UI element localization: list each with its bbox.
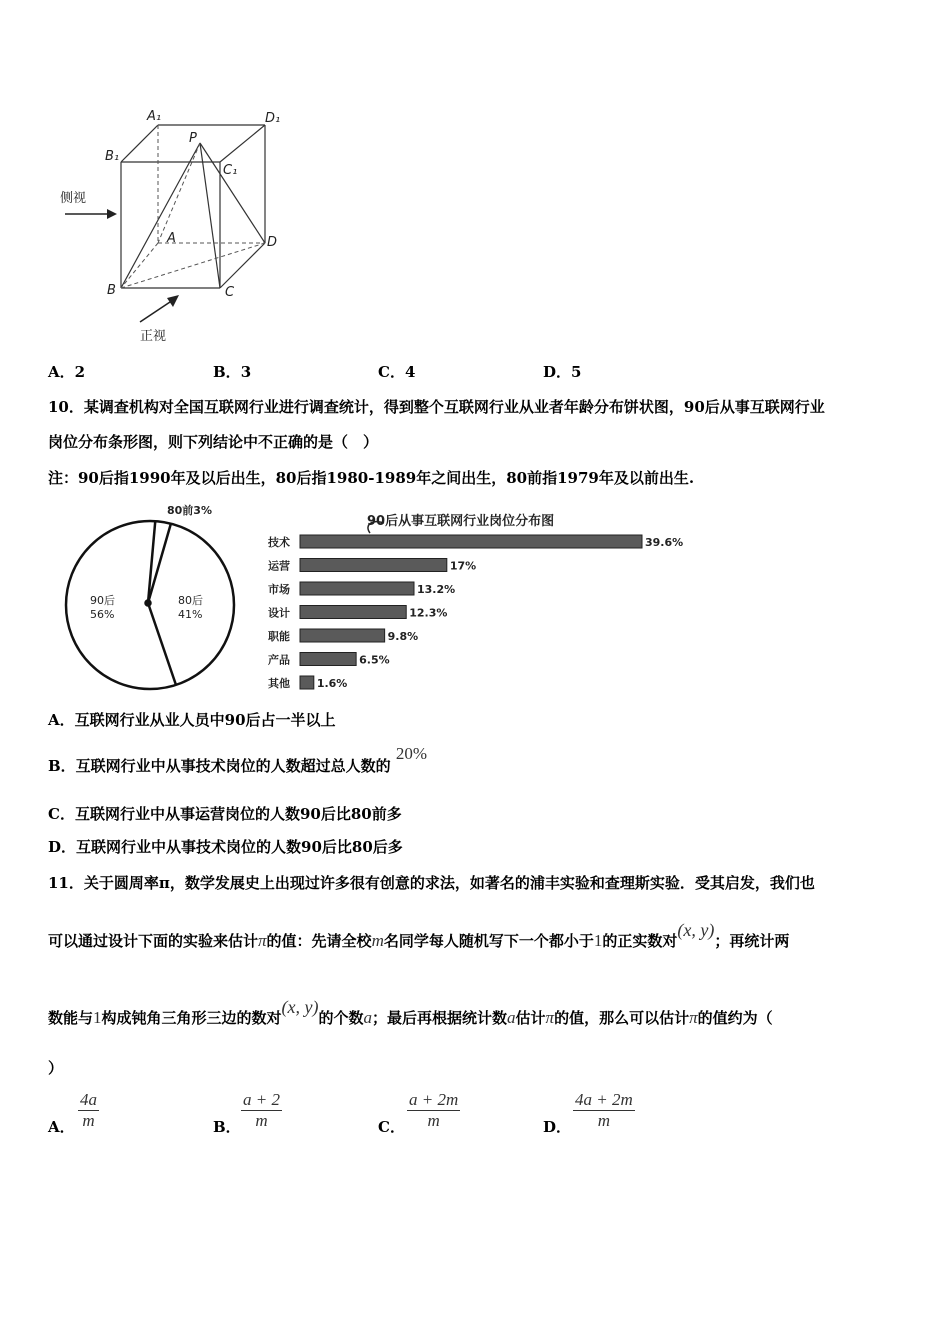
side-view-label: 侧视 bbox=[60, 191, 87, 206]
bar-category-label: 运营 bbox=[268, 559, 290, 573]
edge-pb bbox=[121, 143, 200, 288]
bar-chart-title: 90后从事互联网行业岗位分布图 bbox=[367, 514, 555, 529]
front-view-label: 正视 bbox=[140, 329, 167, 344]
bar-运营 bbox=[300, 559, 447, 572]
q11-option-b-key[interactable]: B． bbox=[213, 1118, 241, 1136]
label-d1: D₁ bbox=[265, 111, 281, 126]
q10-stem-line2: 岗位分布条形图，则下列结论中不正确的是（ ） bbox=[48, 433, 379, 451]
q10-option-b-math: 20% bbox=[395, 744, 428, 763]
q10-stem-line1: 10．某调查机构对全国互联网行业进行调查统计，得到整个互联网行业从业者年龄分布饼状图，90后从事互联网行业 bbox=[48, 398, 825, 416]
q9-option-c[interactable]: C．4 bbox=[378, 363, 416, 381]
edge-pa bbox=[158, 143, 200, 243]
edge-pc bbox=[200, 143, 220, 288]
bar-value-label: 6.5% bbox=[359, 653, 390, 667]
pie-label-90-value: 56% bbox=[90, 608, 115, 621]
label-b: B bbox=[107, 283, 116, 298]
edge-bd bbox=[121, 243, 265, 288]
label-a1: A₁ bbox=[147, 109, 162, 124]
q11-line3: 数能与1构成钝角三角形三边的数对(x, y)的个数a；最后再根据统计数a估计π的值，那么可以估计π的值约为（ bbox=[48, 997, 773, 1027]
q10-option-a[interactable]: A．互联网行业从业人员中90后占一半以上 bbox=[48, 711, 336, 729]
q9-option-d[interactable]: D．5 bbox=[543, 363, 582, 381]
bar-category-label: 职能 bbox=[268, 630, 290, 643]
pie-label-80-value: 41% bbox=[178, 608, 203, 621]
q9-option-b[interactable]: B．3 bbox=[213, 363, 252, 381]
pie-divider bbox=[148, 603, 176, 685]
bar-value-label: 9.8% bbox=[387, 630, 419, 643]
edge-b1a1 bbox=[121, 125, 158, 162]
bar-技术 bbox=[300, 535, 642, 548]
bar-category-label: 其他 bbox=[268, 677, 290, 690]
front-view-arrowhead bbox=[167, 295, 179, 307]
q10-note: 注：90后指1990年及以后出生，80后指1980-1989年之间出生，80前指1979年及以前出生. bbox=[48, 469, 695, 487]
q11-option-d-fraction[interactable]: $\frac{4a + 2m}{m}$ bbox=[575, 1090, 633, 1130]
bar-value-label: 39.6% bbox=[645, 536, 684, 549]
pie-center bbox=[146, 601, 151, 606]
bar-category-label: 技术 bbox=[268, 536, 290, 549]
label-d: D bbox=[267, 235, 278, 250]
q10-option-b[interactable]: B．互联网行业中从事技术岗位的人数超过总人数的 20% bbox=[48, 744, 428, 775]
q11-option-a-fraction[interactable]: $\frac{4a}{m}$ bbox=[80, 1090, 97, 1130]
bar-value-label: 12.3% bbox=[409, 606, 448, 620]
bar-其他 bbox=[300, 676, 314, 689]
q11-option-c-key[interactable]: C． bbox=[378, 1118, 405, 1136]
q11-line2: 可以通过设计下面的实验来估计π的值：先请全校m名同学每人随机写下一个都小于1的正实数对(x, y)；再统计两 bbox=[48, 920, 790, 950]
label-c: C bbox=[225, 285, 235, 300]
q11-option-a-key[interactable]: A． bbox=[48, 1118, 75, 1136]
q10-option-c[interactable]: C．互联网行业中从事运营岗位的人数90后比80前多 bbox=[48, 805, 402, 823]
label-c1: C₁ bbox=[223, 163, 238, 178]
label-b1: B₁ bbox=[105, 149, 120, 164]
bar-设计 bbox=[300, 606, 406, 619]
q11-option-c-fraction[interactable]: $\frac{a + 2m}{m}$ bbox=[409, 1090, 459, 1130]
bar-市场 bbox=[300, 582, 414, 595]
pie-label-80-name: 80后 bbox=[178, 594, 203, 607]
q9-option-a[interactable]: A．2 bbox=[48, 363, 86, 381]
q10-option-d[interactable]: D．互联网行业中从事技术岗位的人数90后比80后多 bbox=[48, 838, 403, 856]
q11-option-b-fraction[interactable]: $\frac{a + 2}{m}$ bbox=[243, 1090, 280, 1130]
bar-category-label: 产品 bbox=[268, 653, 290, 667]
cube-pyramid-figure bbox=[55, 100, 295, 350]
q11-line1: 11．关于圆周率π，数学发展史上出现过许多很有创意的求法，如著名的浦丰实验和查理斯实验．受其启发，我们也 bbox=[48, 874, 815, 892]
bar-value-label: 13.2% bbox=[417, 583, 456, 596]
age-pie-chart bbox=[60, 498, 260, 698]
q11-option-d-key[interactable]: D． bbox=[543, 1118, 572, 1136]
front-view-arrow bbox=[140, 300, 173, 322]
edge-ab bbox=[121, 243, 158, 288]
pie-label-90-name: 90后 bbox=[90, 594, 115, 607]
bar-产品 bbox=[300, 653, 356, 666]
pie-label-80pre: 80前3% bbox=[167, 504, 212, 517]
bar-职能 bbox=[300, 629, 385, 642]
side-view-arrowhead bbox=[107, 209, 117, 219]
bar-category-label: 设计 bbox=[268, 606, 290, 620]
job-bar-chart bbox=[262, 505, 702, 695]
bar-value-label: 1.6% bbox=[316, 677, 348, 690]
edge-pd bbox=[200, 143, 265, 243]
bar-value-label: 17% bbox=[449, 559, 477, 573]
q11-line4: ） bbox=[48, 1059, 64, 1077]
edge-c1d1 bbox=[220, 125, 265, 162]
bar-category-label: 市场 bbox=[268, 583, 290, 596]
label-p: P bbox=[189, 131, 197, 146]
label-a: A bbox=[167, 231, 176, 246]
